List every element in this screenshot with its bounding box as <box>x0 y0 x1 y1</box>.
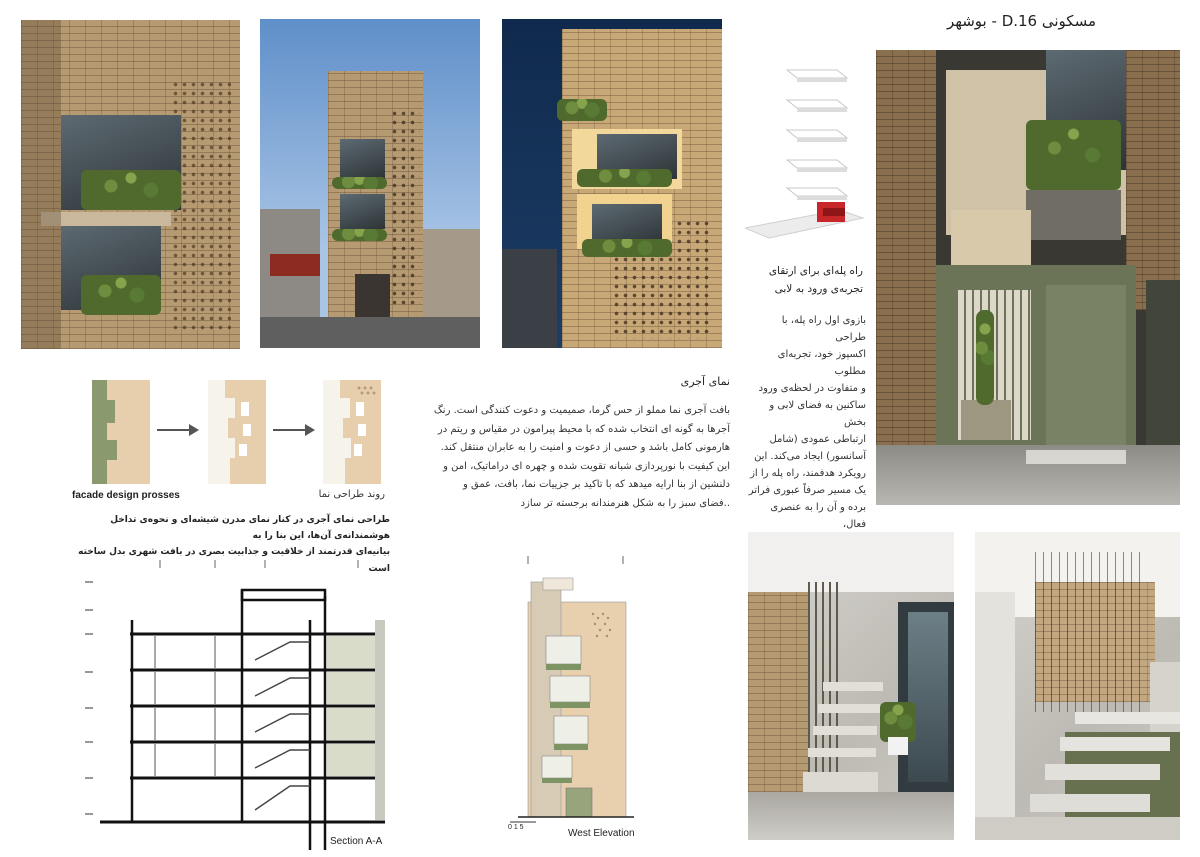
west-elevation-drawing <box>498 556 638 826</box>
entrance-photo <box>876 50 1180 505</box>
staircase-photo-right <box>975 532 1180 840</box>
page-title: مسکونی D.16 - بوشهر <box>947 12 1096 30</box>
process-label-fa: روند طراحی نما <box>318 489 385 500</box>
stair-line: ارتباطی عمودی (شامل <box>769 434 866 445</box>
stair-description <box>748 312 866 567</box>
process-line: بیانیه‌ای قدرتمند از خلاقیت و جذابیت بصری در بافت شهری بدل ساخته است <box>78 547 390 574</box>
facade-description <box>430 402 730 513</box>
stair-line: آسانسور) ایجاد می‌کند. این <box>754 451 866 462</box>
stair-line: ساکنین به فضای لابی و بخش <box>769 400 866 428</box>
stair-line: بازوی اول راه پله، با طراحی <box>781 315 866 343</box>
section-drawing <box>75 560 395 850</box>
elevation-label: West Elevation <box>568 828 635 839</box>
stair-line: رویکرد هدفمند، راه پله را از <box>750 468 866 479</box>
facade-line: ..فضای سبز را به شکل هنرمندانه برجسته تر سازد <box>520 497 730 509</box>
facade-line: دلنشین از بنا ارایه میدهد که با تاکید بر جزییات نما، بافت، عمق و <box>462 479 730 490</box>
night-view-photo <box>502 19 722 348</box>
process-line: طراحی نمای آجری در کنار نمای مدرن شیشه‌ای و نحوه‌ی تداخل هوشمندانه‌ی آن‌ها، این بنا را به <box>110 515 390 542</box>
section-label: Section A-A <box>330 836 383 847</box>
facade-line: بافت آجری نما مملو از حس گرما، صمیمیت و دعوت کنندگی است. رنگ <box>433 405 730 416</box>
stair-line: یک مسیر صرفاً عبوری فراتر <box>748 485 866 496</box>
staircase-photo-left <box>748 532 954 840</box>
facade-closeup-photo <box>21 20 240 349</box>
stair-diagram <box>745 60 865 245</box>
facade-line: آجرها به گونه ای انتخاب شده که با محیط پیرامون در مقیاس و ریتم در <box>437 423 730 435</box>
stair-caption-title: راه پله‌ای برای ارتقای تجربه‌ی ورود به لابی <box>768 265 863 296</box>
stair-line: برده و آن را به عنصری فعال، <box>770 502 866 530</box>
facade-heading: نمای آجری <box>680 375 730 388</box>
scale-bar-label: 0 1 5 <box>508 824 524 831</box>
facade-line: هارمونی کامل باشد و حسی از دعوت و امنیت را به عابران منتقل کند. <box>440 442 730 453</box>
street-view-photo <box>260 19 480 348</box>
stair-line: و متفاوت در لحظه‌ی ورود <box>758 383 866 394</box>
facade-line: این کیفیت با نورپردازی شبانه تقویت شده و چهره ای دراماتیک، امن و <box>443 460 730 472</box>
stair-line: اکسپوز خود، تجربه‌ای مطلوب <box>777 349 866 377</box>
facade-process-diagram <box>85 378 385 486</box>
process-label-en: facade design prosses <box>72 490 180 501</box>
